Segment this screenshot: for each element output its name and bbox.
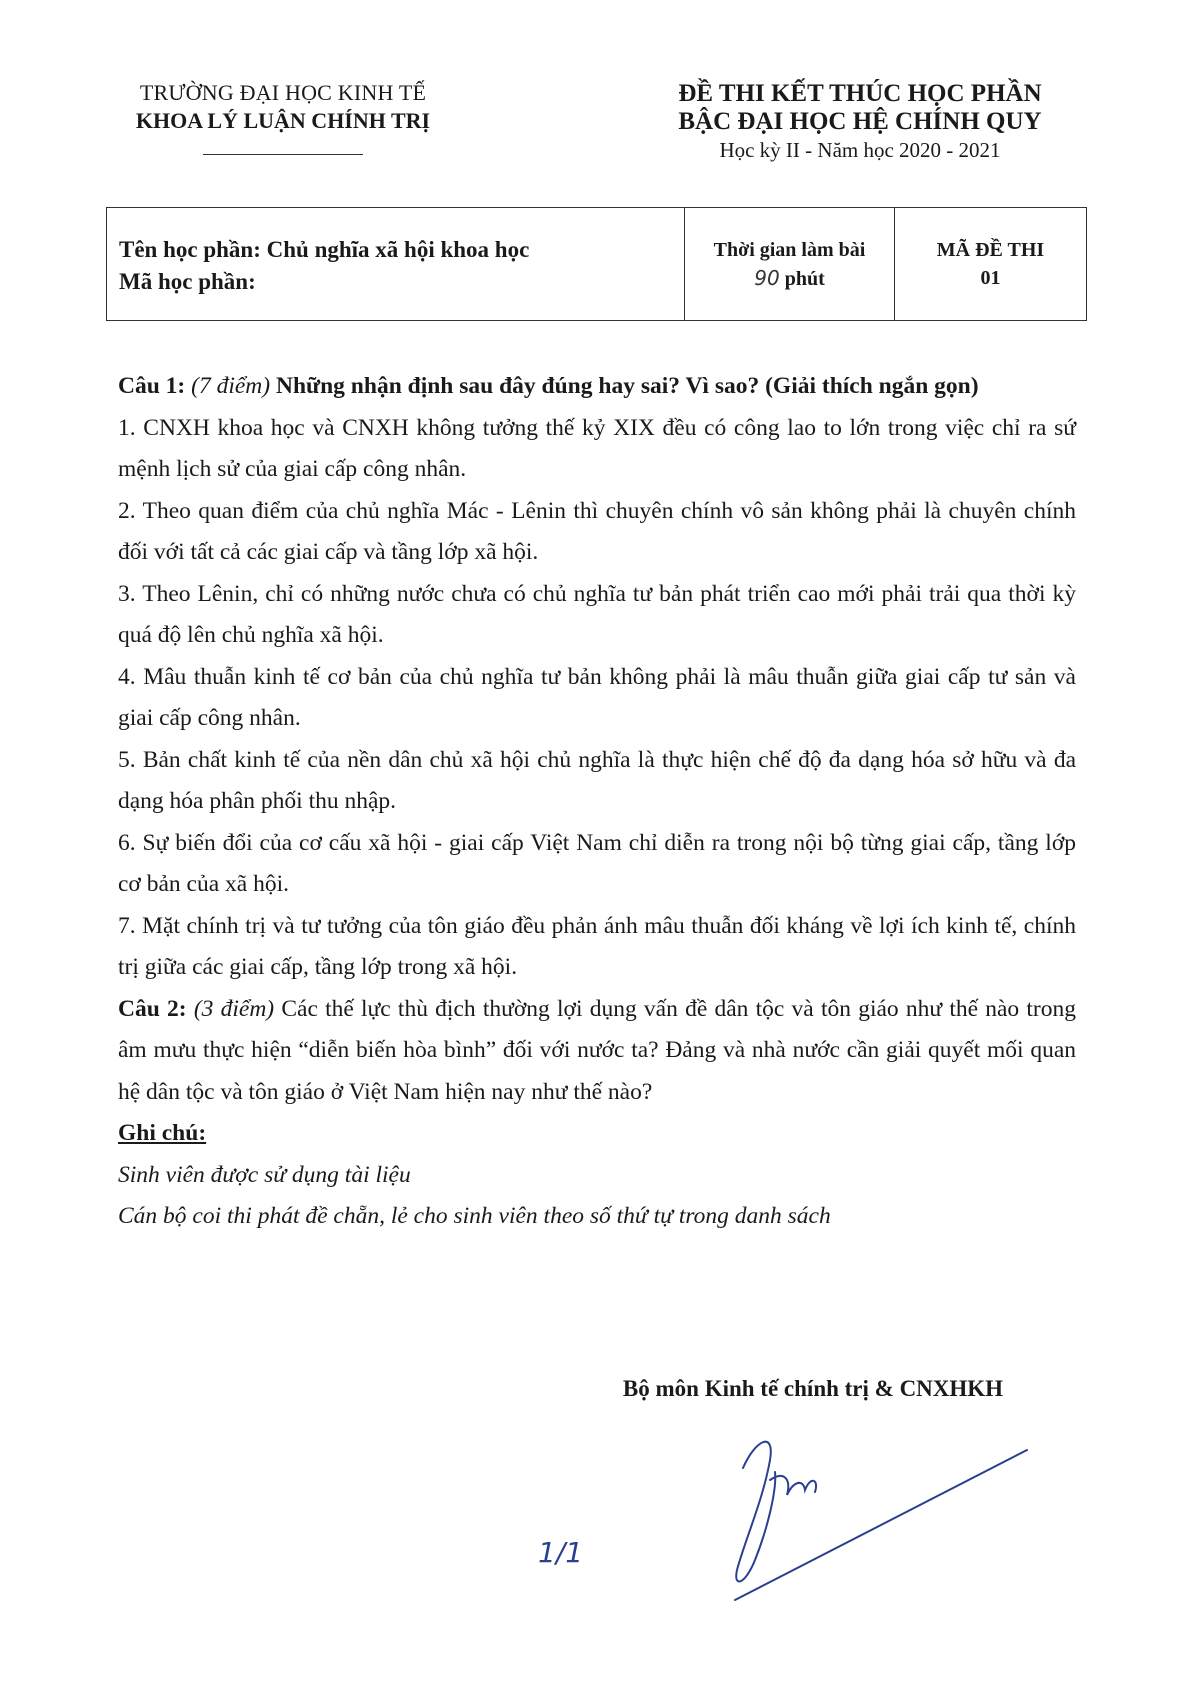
time-cell [685, 208, 895, 320]
note-line-2: Cán bộ coi thi phát đề chẵn, lẻ cho sinh viên theo số thứ tự trong danh sách [118, 1203, 831, 1229]
statement-2: 2. Theo quan điểm của chủ nghĩa Mác - Lênin thì chuyên chính vô sản không phải là chuyên chính đối với tất cả các giai cấp và tầng lớp xã hội. [118, 497, 1076, 565]
course-info-table [106, 207, 1087, 321]
question-2-text: Các thế lực thù địch thường lợi dụng vấn đề dân tộc và tôn giáo như thế nào trong âm mưu thực hiện “diễn biến hòa bình” đối với nước ta? Đảng và nhà nước cần giải quyết mối quan hệ dân tộc và tôn giáo ở Việt Nam hiện nay như thế nào? [118, 995, 1077, 1105]
course-cell [107, 208, 685, 320]
question-1-label: Câu 1: [118, 373, 186, 399]
course-name: Tên học phần: Chủ nghĩa xã hội khoa học [119, 237, 530, 262]
question-2-label: Câu 2: [118, 995, 187, 1022]
page-number-mark: 1/1 [538, 1536, 584, 1569]
statement-4: 4. Mâu thuẫn kinh tế cơ bản của chủ nghĩa tư bản không phải là mâu thuẫn giữa giai cấp tư sản và giai cấp công nhân. [118, 663, 1076, 731]
department-name: Bộ môn Kinh tế chính trị & CNXHKH [622, 1376, 1004, 1401]
exam-title-header [650, 80, 1070, 163]
exam-code-cell [895, 208, 1086, 320]
question-1-points: (7 điểm) [191, 373, 271, 399]
header-divider [203, 154, 363, 155]
exam-code-label: MÃ ĐỀ THI [936, 239, 1045, 261]
time-value: 90 [754, 266, 780, 290]
time-label: Thời gian làm bài [713, 239, 866, 261]
time-value-line [685, 264, 894, 293]
exam-body [118, 366, 1076, 1238]
exam-title: ĐỀ THI KẾT THÚC HỌC PHẦN [678, 80, 1042, 107]
exam-semester: Học kỳ II - Năm học 2020 - 2021 [719, 138, 1001, 162]
faculty-name: KHOA LÝ LUẬN CHÍNH TRỊ [135, 108, 431, 133]
statement-5: 5. Bản chất kinh tế của nền dân chủ xã hội chủ nghĩa là thực hiện chế độ đa dạng hóa sở hữu và đa dạng hóa phân phối thu nhập. [118, 746, 1076, 814]
exam-level: BẬC ĐẠI HỌC HỆ CHÍNH QUY [678, 108, 1042, 135]
course-code: Mã học phần: [119, 269, 256, 294]
note-line-1: Sinh viên được sử dụng tài liệu [118, 1161, 411, 1188]
time-unit: phút [784, 268, 825, 290]
signature-icon [715, 1420, 1045, 1620]
institution-header [118, 80, 448, 155]
university-name: TRƯỜNG ĐẠI HỌC KINH TẾ [139, 80, 427, 105]
statement-7: 7. Mặt chính trị và tư tưởng của tôn giáo đều phản ánh mâu thuẫn đối kháng về lợi ích kinh tế, chính trị giữa các giai cấp, tầng lớp trong xã hội. [118, 912, 1076, 980]
question-2-points: (3 điểm) [193, 995, 275, 1022]
statement-3: 3. Theo Lênin, chỉ có những nước chưa có chủ nghĩa tư bản phát triển cao mới phải trải qua thời kỳ quá độ lên chủ nghĩa xã hội. [118, 580, 1076, 648]
question-1-prompt: Những nhận định sau đây đúng hay sai? Vì sao? (Giải thích ngắn gọn) [275, 373, 979, 399]
question-2 [118, 989, 1076, 1114]
statement-6: 6. Sự biến đổi của cơ cấu xã hội - giai cấp Việt Nam chỉ diễn ra trong nội bộ từng giai cấp, tầng lớp cơ bản của xã hội. [118, 829, 1076, 897]
exam-code-value: 01 [980, 267, 1001, 289]
statement-1: 1. CNXH khoa học và CNXH không tưởng thế kỷ XIX đều có công lao to lớn trong việc chỉ ra sứ mệnh lịch sử của giai cấp công nhân. [118, 414, 1076, 482]
notes-title: Ghi chú: [118, 1120, 207, 1146]
question-1-heading [118, 366, 1076, 408]
